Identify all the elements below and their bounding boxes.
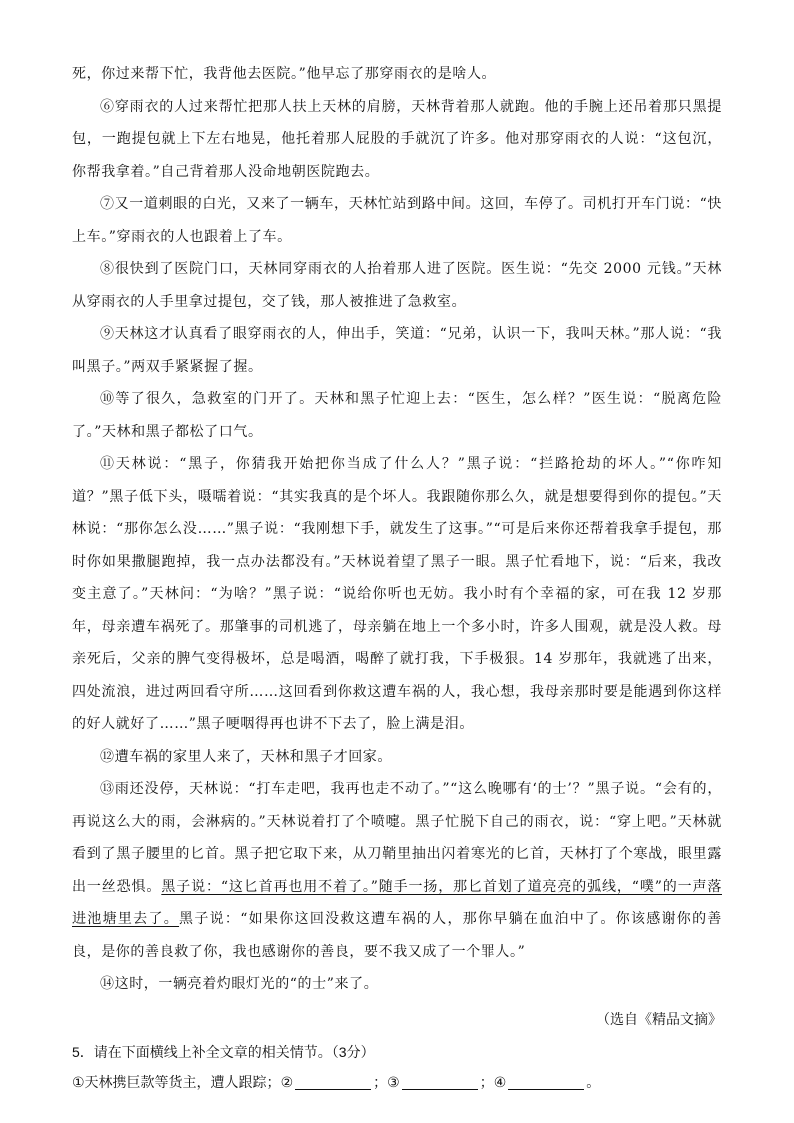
answer-blank-4[interactable]	[508, 1073, 584, 1090]
source-citation: （选自《精品文摘》	[596, 1010, 722, 1027]
mark-4: ④	[493, 1074, 507, 1090]
story-paragraph-10: ⑩等了很久，急救室的门开了。天林和黑子忙迎上去：“医生，怎么样？”医生说：“脱离危险了。”天林和黑子都松了口气。	[72, 391, 722, 440]
story-paragraph-13	[72, 773, 722, 968]
story-paragraph-8: ⑧很快到了医院门口，天林同穿雨衣的人抬着那人进了医院。医生说：“先交 2000 元钱。”天林从穿雨衣的人手里拿过提包，交了钱，那人被推进了急救室。	[72, 261, 722, 310]
question-5-title: 5．请在下面横线上补全文章的相关情节。（3分）	[72, 1044, 375, 1060]
paragraph-13-end: 黑子说：“如果你这回没救这遭车祸的人，那你早躺在血泊中了。你该感谢你的善良，是你的善良救了你，我也感谢你的善良，要不我又成了一个罪人。”	[72, 911, 722, 960]
fill-end: 。	[586, 1074, 601, 1090]
mark-2: ②	[280, 1074, 294, 1090]
story-paragraph-11: ⑪天林说：“黑子，你猜我开始把你当成了什么人？”黑子说：“拦路抢劫的坏人。”“你咋知道？”黑子低下头，嗫嚅着说：“其实我真的是个坏人。我跟随你那么久，就是想要得到你的提包。”天林说：“那你怎么没……”黑子说：“我刚想下手，就发生了这事。”“可是后来你还帮着我拿手提包，那时你如果撒腿跑掉，我一点办法都没有。”天林说着望了黑子一眼。黑子忙看地下，说：“后来，我改变主意了。”天林问：“为啥？”黑子说：“说给你听也无妨。我小时有个幸福的家，可在我 12 岁那年，母亲遭车祸死了。那肇事的司机逃了，母亲躺在地上一个多小时，许多人围观，就是没人救。母亲死后，父亲的脾气变得极坏，总是喝酒，喝醉了就打我，下手极狠。14 岁那年，我就逃了出来，四处流浪，进过两回看守所……这回看到你救这遭车祸的人，我心想，我母亲那时要是能遇到你这样的好人就好了……”黑子哽咽得再也讲不下去了，脸上满是泪。	[72, 456, 722, 732]
story-paragraph-14: ⑭这时，一辆亮着灼眼灯光的“的士”来了。	[100, 976, 379, 992]
underlined-sentence: 黑子说：“这匕首再也用不着了。”随手一扬，那匕首划了道亮亮的弧线，“噗”的一声落进池塘里去了。	[72, 878, 722, 927]
answer-blank-2[interactable]	[295, 1073, 371, 1090]
story-paragraph-6: ⑥穿雨衣的人过来帮忙把那人扶上天林的肩膀，天林背着那人就跑。他的手腕上还吊着那只黑提包，一跑提包就上下左右地晃，他托着那人屁股的手就沉了许多。他对那穿雨衣的人说：“这包沉，你帮我拿着。”自己背着那人没命地朝医院跑去。	[72, 98, 722, 180]
story-paragraph-0: 死，你过来帮下忙，我背他去医院。”他早忘了那穿雨衣的是啥人。	[72, 66, 497, 82]
question-5-fill-row	[72, 1067, 722, 1097]
paragraph-13-text: ⑬雨还没停，天林说：“打车走吧，我再也走不动了。”“这么晚哪有‘的士’？”黑子说。“会有的，再说这么大的雨，会淋病的。”天林说着打了个喷嚏。黑子忙脱下自己的雨衣，说：“穿上吧。”天林就看到了黑子腰里的匕首。黑子把它取下来，从刀鞘里抽出闪着寒光的匕首，天林打了个寒战，眼里露出一丝恐惧。	[72, 781, 722, 895]
document-page	[72, 58, 722, 1097]
mark-3: ③	[387, 1074, 400, 1090]
story-paragraph-12: ⑫遭车祸的家里人来了，天林和黑子才回家。	[100, 748, 392, 765]
answer-blank-3[interactable]	[402, 1073, 478, 1090]
fill-prefix: ①天林携巨款等货主，遭人跟踪；	[72, 1074, 281, 1090]
separator-1: ；	[373, 1074, 388, 1090]
story-paragraph-7: ⑦又一道刺眼的白光，又来了一辆车，天林忙站到路中间。这回，车停了。司机打开车门说：“快上车。”穿雨衣的人也跟着上了车。	[72, 196, 722, 245]
story-paragraph-9: ⑨天林这才认真看了眼穿雨衣的人，伸出手，笑道：“兄弟，认识一下，我叫天林。”那人说：“我叫黑子。”两双手紧紧握了握。	[72, 326, 722, 375]
separator-2: ；	[479, 1074, 494, 1090]
